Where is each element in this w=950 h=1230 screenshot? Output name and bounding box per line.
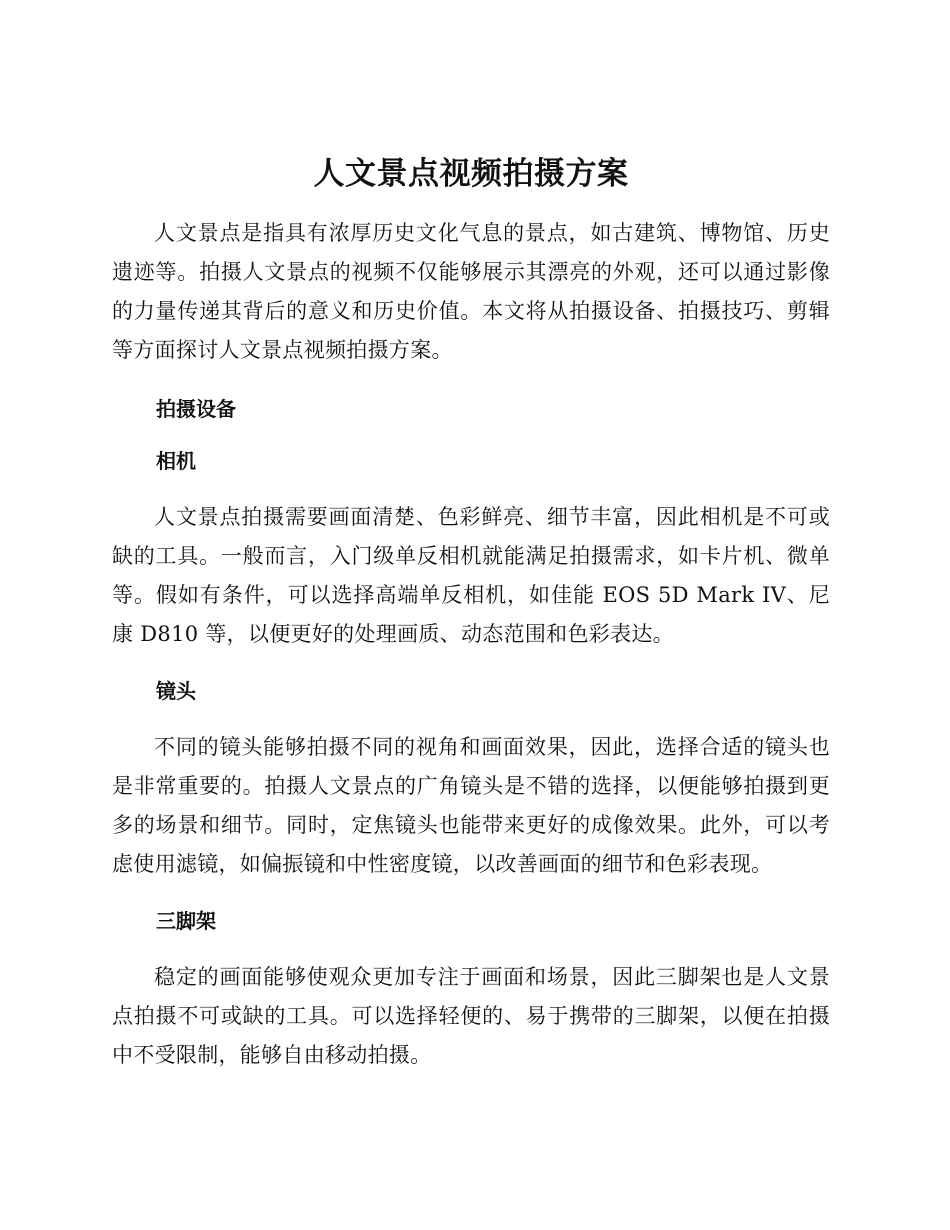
document-title: 人文景点视频拍摄方案 — [313, 156, 629, 192]
document-page — [112, 148, 830, 1075]
lens-paragraph: 不同的镜头能够拍摄不同的视角和画面效果，因此，选择合适的镜头也是非常重要的。拍摄人文景点的广角镜头是不错的选择，以便能够拍摄到更多的场景和细节。同时，定焦镜头也能带来更好的成像效果。此外，可以考虑使用滤镜，如偏振镜和中性密度镜，以改善画面的细节和色彩表现。 — [112, 735, 830, 876]
subheading-camera: 相机 — [156, 449, 196, 473]
camera-paragraph: 人文景点拍摄需要画面清楚、色彩鲜亮、细节丰富，因此相机是不可或缺的工具。一般而言，入门级单反相机就能满足拍摄需求，如卡片机、微单等。假如有条件，可以选择高端单反相机，如佳能 EOS 5D Mark IV、尼康 D810 等，以便更好的处理画质、动态范围和色彩表达。 — [112, 505, 830, 646]
section-heading-equipment: 拍摄设备 — [156, 397, 236, 421]
tripod-paragraph: 稳定的画面能够使观众更加专注于画面和场景，因此三脚架也是人文景点拍摄不可或缺的工具。可以选择轻便的、易于携带的三脚架，以便在拍摄中不受限制，能够自由移动拍摄。 — [112, 965, 830, 1067]
intro-paragraph: 人文景点是指具有浓厚历史文化气息的景点，如古建筑、博物馆、历史遗迹等。拍摄人文景点的视频不仅能够展示其漂亮的外观，还可以通过影像的力量传递其背后的意义和历史价值。本文将从拍摄设备、拍摄技巧、剪辑等方面探讨人文景点视频拍摄方案。 — [112, 221, 830, 362]
subheading-lens: 镜头 — [156, 679, 196, 703]
subheading-tripod: 三脚架 — [156, 909, 216, 933]
